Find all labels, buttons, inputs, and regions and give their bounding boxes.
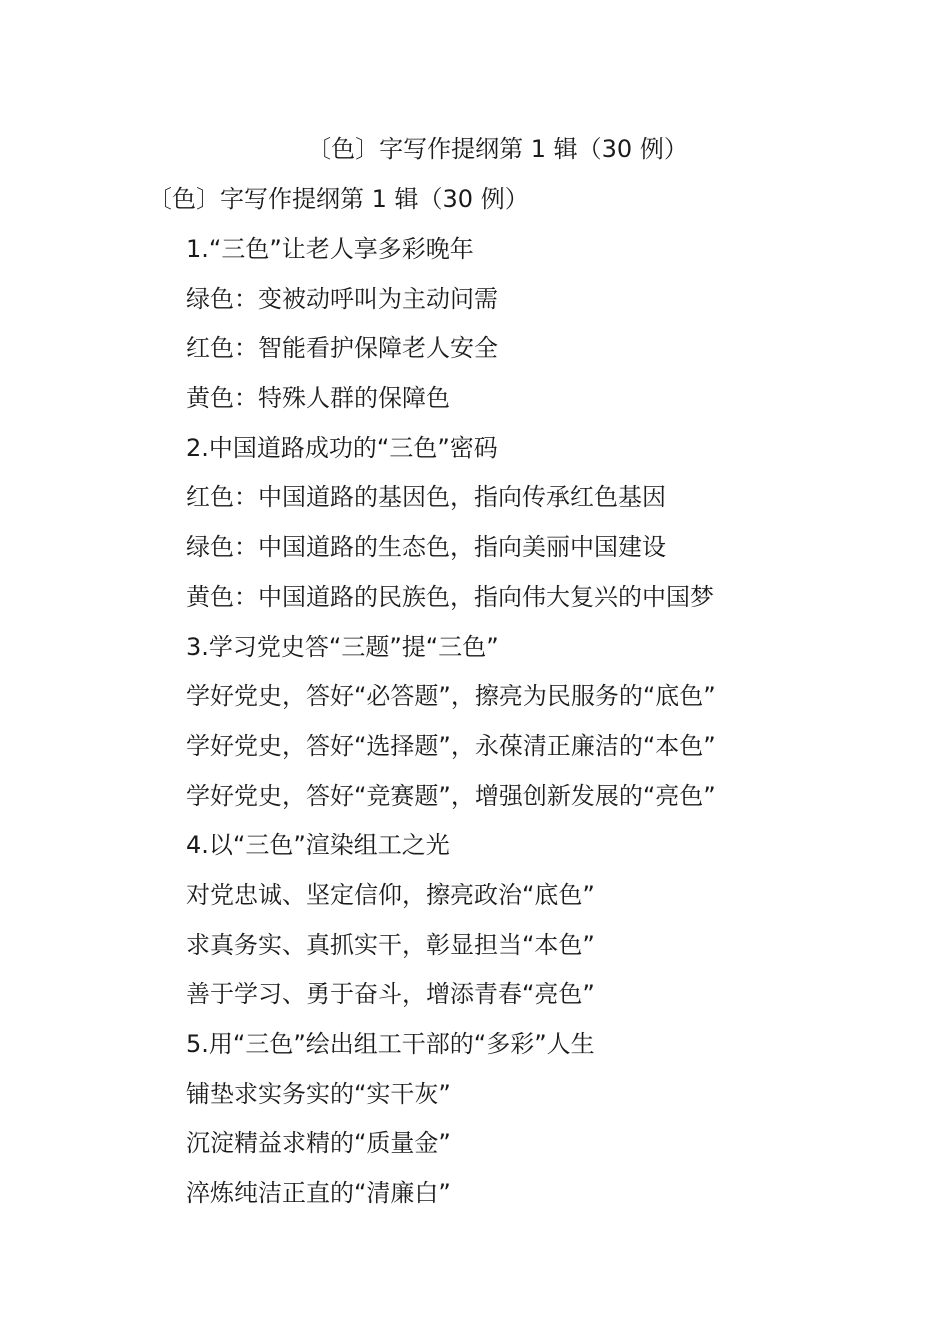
outline-line: 红色：智能看护保障老人安全 — [186, 334, 498, 363]
document-title: 〔色〕字写作提纲第 1 辑（30 例） — [307, 135, 688, 163]
outline-line: 对党忠诚、坚定信仰，擦亮政治“底色” — [186, 880, 595, 909]
outline-line: 淬炼纯洁正直的“清廉白” — [186, 1179, 451, 1208]
outline-line: 求真务实、真抓实干，彰显担当“本色” — [186, 930, 595, 959]
outline-line: 绿色：变被动呼叫为主动问需 — [186, 284, 498, 313]
outline-line: 学好党史，答好“竞赛题”，增强创新发展的“亮色” — [186, 781, 716, 810]
outline-line: 学好党史，答好“选择题”，永葆清正廉洁的“本色” — [186, 731, 716, 760]
outline-line: 善于学习、勇于奋斗，增添青春“亮色” — [186, 980, 595, 1009]
outline-line: 1.“三色”让老人享多彩晚年 — [186, 235, 474, 263]
outline-list — [186, 232, 716, 1226]
outline-line: 4.以“三色”渲染组工之光 — [186, 831, 450, 860]
outline-line: 2.中国道路成功的“三色”密码 — [186, 433, 498, 462]
outline-line: 黄色：中国道路的民族色，指向伟大复兴的中国梦 — [186, 582, 714, 611]
document-subtitle: 〔色〕字写作提纲第 1 辑（30 例） — [148, 185, 529, 213]
outline-line: 3.学习党史答“三题”提“三色” — [186, 632, 499, 661]
outline-line: 铺垫求实务实的“实干灰” — [186, 1079, 451, 1108]
outline-line: 沉淀精益求精的“质量金” — [186, 1129, 451, 1158]
outline-line: 红色：中国道路的基因色，指向传承红色基因 — [186, 483, 666, 512]
outline-line: 5.用“三色”绘出组工干部的“多彩”人生 — [186, 1030, 595, 1058]
outline-line: 绿色：中国道路的生态色，指向美丽中国建设 — [186, 533, 666, 562]
outline-line: 黄色：特殊人群的保障色 — [186, 384, 450, 413]
outline-line: 学好党史，答好“必答题”，擦亮为民服务的“底色” — [186, 682, 716, 711]
